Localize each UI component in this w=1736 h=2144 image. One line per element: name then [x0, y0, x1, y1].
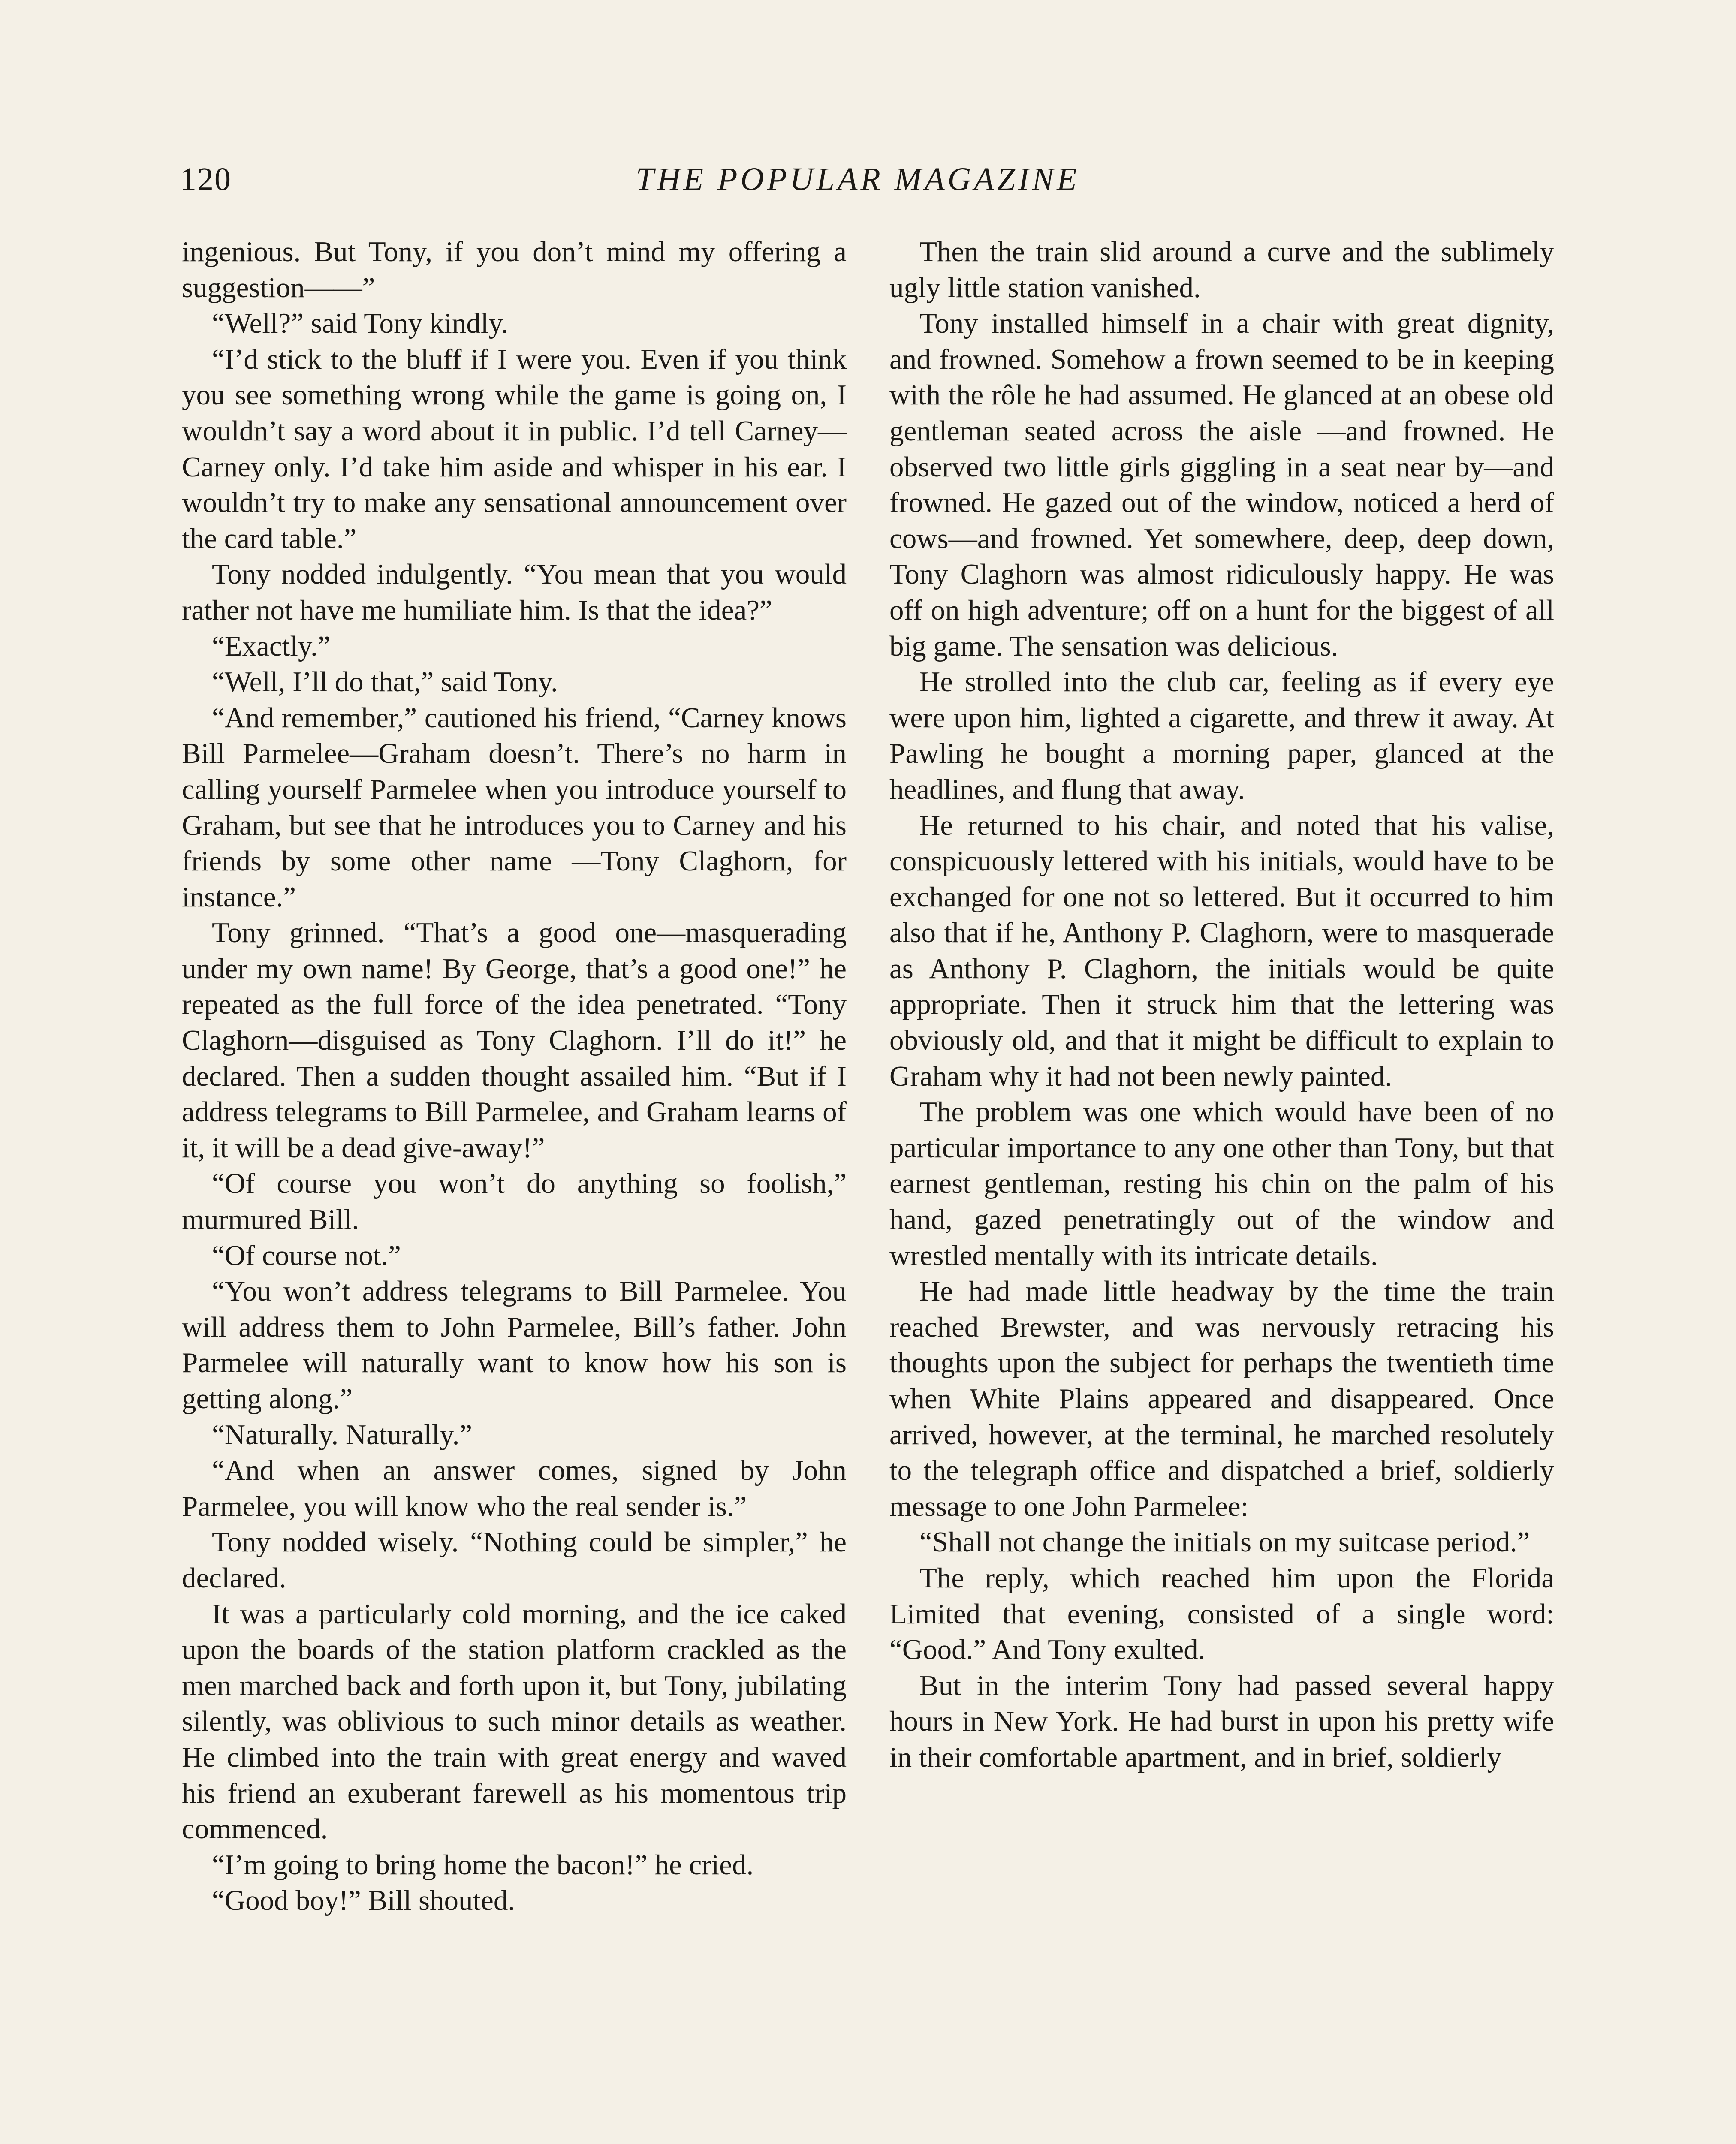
paragraph: He had made little headway by the time the train reached Brewster, and was nervously retracing his thoughts upon the subject for perhaps the twentieth time when White Plains appeared and disappeared. Once arrived, however, at the terminal, he marched resolutely to the telegraph office and dispatched a brief, soldierly message to one John Parmelee:: [889, 1275, 1554, 1522]
paragraph: The problem was one which would have been of no particular importance to any one other than Tony, but that earnest gentleman, resting his chin on the palm of his hand, gazed penetratingly out of the window and wrestled mentally with its intricate details.: [889, 1096, 1554, 1271]
paragraph: “And remember,” cautioned his friend, “Carney knows Bill Parmelee—Graham doesn’t. There’s no harm in calling yourself Parmelee when you introduce yourself to Graham, but see that he introduces you to Carney and his friends by some other name —Tony Claghorn, for instance.”: [182, 702, 847, 913]
page-number: 120: [180, 161, 232, 197]
paragraph: Tony installed himself in a chair with great dignity, and frowned. Somehow a frown seemed to be in keeping with the rôle he had assumed. He glanced at an obese old gentleman seated across the aisle —and frowned. He observed two little girls giggling in a seat near by—and frowned. He gazed out of the window, noticed a herd of cows—and frowned. Yet somewhere, deep, deep down, Tony Claghorn was almost ridiculously happy. He was off on high adventure; off on a hunt for the biggest of all big game. The sensation was delicious.: [889, 307, 1554, 662]
paragraph: “You won’t address telegrams to Bill Parmelee. You will address them to John Parmelee, Bill’s father. John Parmelee will naturally want to know how his son is getting along.”: [182, 1275, 847, 1415]
running-head: THE POPULAR MAGAZINE: [636, 161, 1080, 197]
paragraph: Tony nodded wisely. “Nothing could be simpler,” he declared.: [182, 1526, 847, 1594]
paragraph: Tony grinned. “That’s a good one—masquerading under my own name! By George, that’s a good one!” he repeated as the full force of the idea penetrated. “Tony Claghorn—disguised as Tony Claghorn. I’ll do it!” he declared. Then a sudden thought assailed him. “But if I address telegrams to Bill Parmelee, and Graham learns of it, it will be a dead give-away!”: [182, 917, 847, 1164]
left-column: [182, 234, 847, 1919]
paragraph: He returned to his chair, and noted that his valise, conspicuously lettered with his initials, would have to be exchanged for one not so lettered. But it occurred to him also that if he, Anthony P. Claghorn, were to masquerade as Anthony P. Claghorn, the initials would be quite appropriate. Then it struck him that the lettering was obviously old, and that it might be difficult to explain to Graham why it had not been newly painted.: [889, 809, 1554, 1092]
paragraph: He strolled into the club car, feeling as if every eye were upon him, lighted a cigarette, and threw it away. At Pawling he bought a morning paper, glanced at the headlines, and flung that away.: [889, 666, 1554, 805]
paragraph: “I’d stick to the bluff if I were you. Even if you think you see something wrong while the game is going on, I wouldn’t say a word about it in public. I’d tell Carney—Carney only. I’d take him aside and whisper in his ear. I wouldn’t try to make any sensational announcement over the card table.”: [182, 343, 847, 554]
paragraph: Then the train slid around a curve and the sublimely ugly little station vanished.: [889, 236, 1554, 304]
paragraph: “Exactly.”: [212, 630, 331, 662]
paragraph: “Shall not change the initials on my suitcase period.”: [919, 1526, 1530, 1558]
paragraph: “Of course not.”: [212, 1239, 401, 1271]
paragraph: “I’m going to bring home the bacon!” he cried.: [212, 1849, 754, 1881]
paragraph: The reply, which reached him upon the Florida Limited that evening, consisted of a single word: “Good.” And Tony exulted.: [889, 1562, 1554, 1666]
paragraph: Tony nodded indulgently. “You mean that you would rather not have me humiliate him. Is that the idea?”: [182, 558, 847, 626]
paragraph: But in the interim Tony had passed several happy hours in New York. He had burst in upon his pretty wife in their comfortable apartment, and in brief, soldierly: [889, 1669, 1554, 1773]
paragraph: “Good boy!” Bill shouted.: [212, 1885, 515, 1917]
paragraph: “Of course you won’t do anything so foolish,” murmured Bill.: [182, 1168, 847, 1236]
paragraph: “And when an answer comes, signed by John Parmelee, you will know who the real sender is.”: [182, 1454, 847, 1522]
right-column: [889, 234, 1554, 1776]
paragraph: “Well, I’ll do that,” said Tony.: [212, 666, 558, 698]
paragraph: “Well?” said Tony kindly.: [212, 307, 509, 340]
paragraph: ingenious. But Tony, if you don’t mind my offering a suggestion——”: [182, 236, 847, 304]
paragraph: It was a particularly cold morning, and the ice caked upon the boards of the station platform crackled as the men marched back and forth upon it, but Tony, jubilating silently, was oblivious to such minor details as weather. He climbed into the train with great energy and waved his friend an exuberant farewell as his momentous trip commenced.: [182, 1598, 847, 1845]
paragraph: “Naturally. Naturally.”: [212, 1418, 473, 1451]
